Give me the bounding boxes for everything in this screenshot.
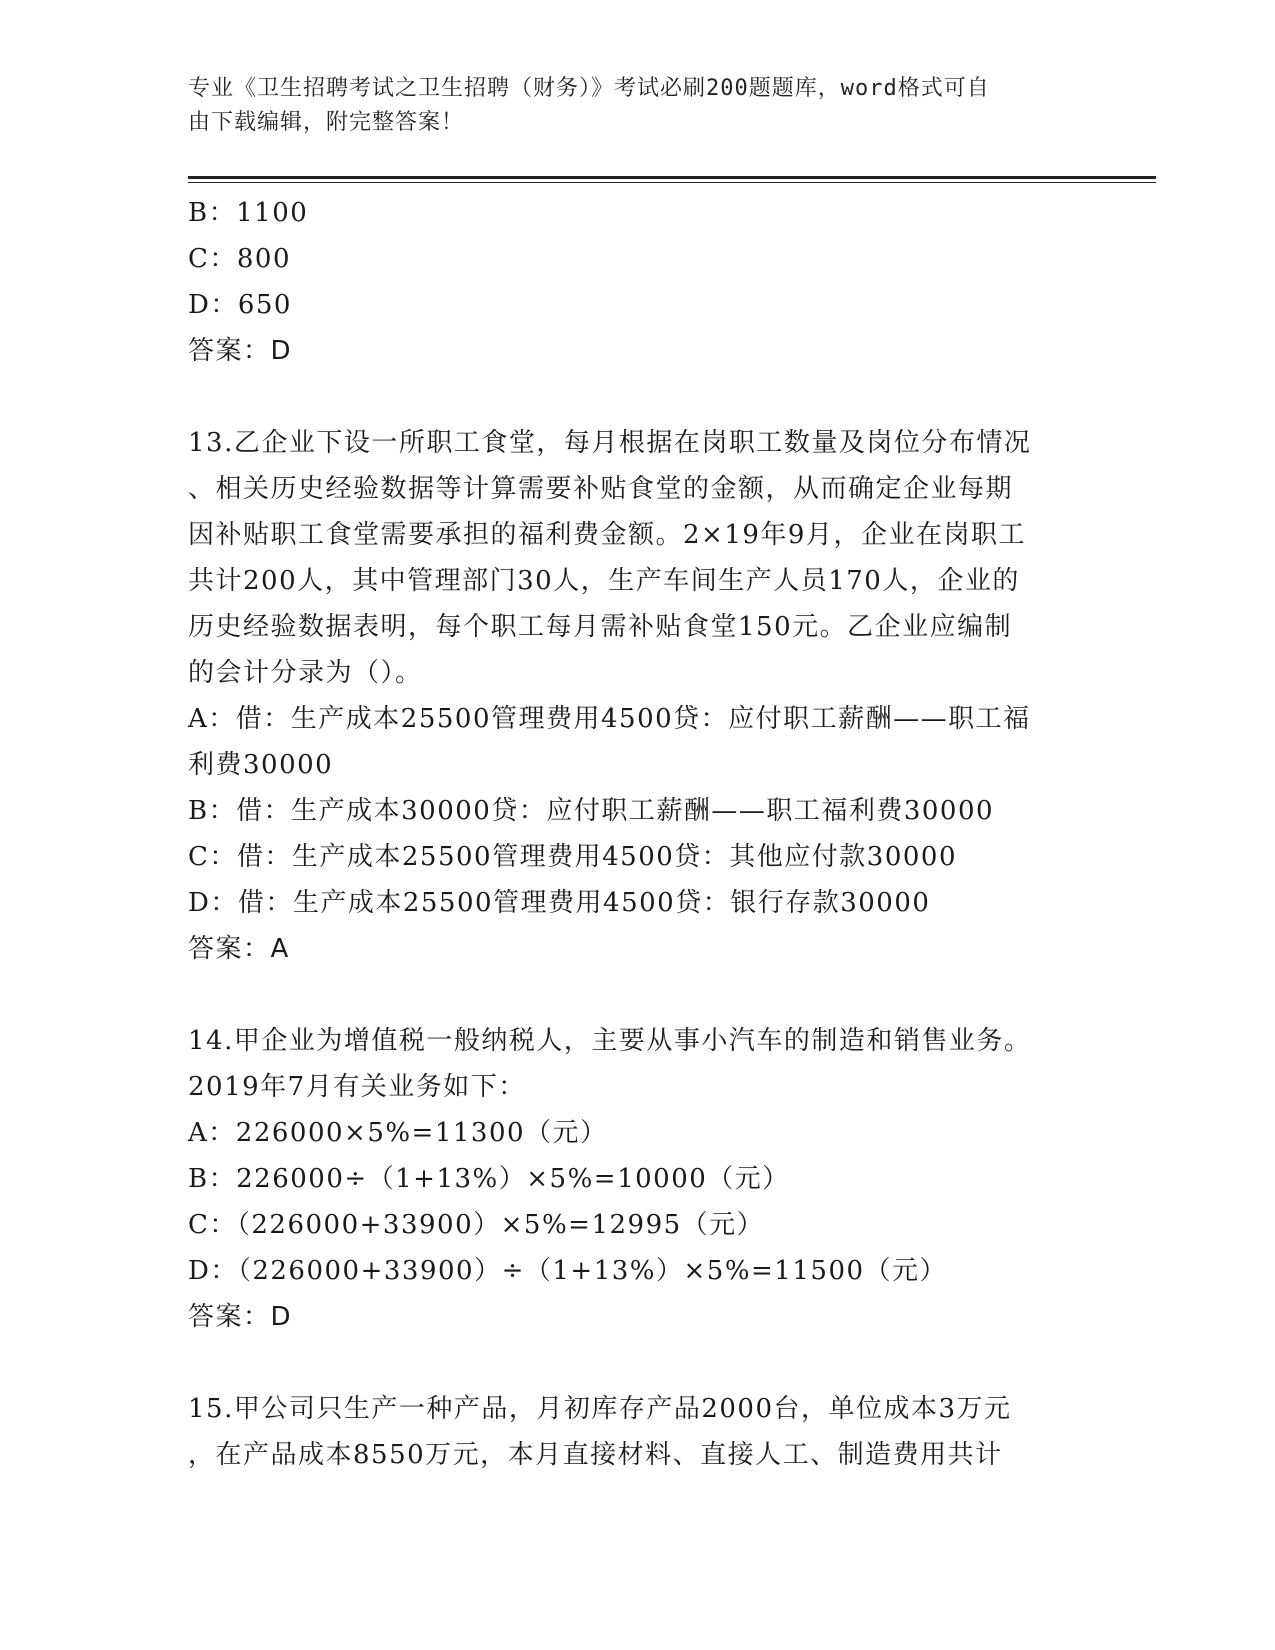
- question-stem-line: ，在产品成本8550万元，本月直接材料、直接人工、制造费用共计: [188, 1440, 1003, 1470]
- spacer: [188, 972, 1088, 1018]
- question-stem-line: 2019年7月有关业务如下：: [188, 1072, 526, 1102]
- question-stem-line: 的会计分录为（）。: [188, 658, 423, 688]
- question-stem-line: 历史经验数据表明，每个职工每月需补贴食堂150元。乙企业应编制: [188, 612, 1013, 642]
- question-stem-line: 15.甲公司只生产一种产品，月初库存产品2000台，单位成本3万元: [188, 1394, 1012, 1424]
- question-stem-line: 因补贴职工食堂需要承担的福利费金额。2×19年9月，企业在岗职工: [188, 520, 1026, 550]
- answer: 答案：A: [188, 934, 290, 964]
- question-stem-line: 、相关历史经验数据等计算需要补贴食堂的金额，从而确定企业每期: [188, 474, 1014, 504]
- option-b: B：226000÷（1+13%）×5%=10000（元）: [188, 1164, 790, 1194]
- option-a-continued: 利费30000: [188, 750, 334, 780]
- question-stem-line: 14.甲企业为增值税一般纳税人，主要从事小汽车的制造和销售业务。: [188, 1026, 1032, 1056]
- answer: 答案：D: [188, 336, 293, 366]
- option-c: C：（226000+33900）×5%=12995（元）: [188, 1210, 765, 1240]
- header-line-2: 由下载编辑，附完整答案！: [188, 110, 465, 135]
- spacer: [188, 1340, 1088, 1386]
- option-b: B：1100: [188, 198, 309, 228]
- header-rule-thick: [188, 176, 1156, 179]
- option-d: D：借：生产成本25500管理费用4500贷：银行存款30000: [188, 888, 931, 918]
- spacer: [188, 374, 1088, 420]
- page-header: [188, 72, 1088, 140]
- question-13: [188, 420, 1088, 972]
- question-stem-line: 共计200人，其中管理部门30人，生产车间生产人员170人，企业的: [188, 566, 1020, 596]
- question-14: [188, 1018, 1088, 1340]
- option-a: A：借：生产成本25500管理费用4500贷：应付职工薪酬——职工福: [188, 704, 1031, 734]
- header-line-1: 专业《卫生招聘考试之卫生招聘（财务）》考试必刷200题题库，word格式可自: [188, 76, 990, 101]
- option-c: C：800: [188, 244, 292, 274]
- option-d: D：（226000+33900）÷（1+13%）×5%=11500（元）: [188, 1256, 948, 1286]
- header-rule-thin: [188, 182, 1156, 183]
- question-12-tail: [188, 190, 1088, 374]
- option-c: C：借：生产成本25500管理费用4500贷：其他应付款30000: [188, 842, 957, 872]
- question-15: [188, 1386, 1088, 1478]
- answer: 答案：D: [188, 1302, 293, 1332]
- option-a: A：226000×5%=11300（元）: [188, 1118, 608, 1148]
- option-d: D：650: [188, 290, 292, 320]
- document-body: [188, 190, 1088, 1478]
- question-stem-line: 13.乙企业下设一所职工食堂，每月根据在岗职工数量及岗位分布情况: [188, 428, 1032, 458]
- option-b: B：借：生产成本30000贷：应付职工薪酬——职工福利费30000: [188, 796, 995, 826]
